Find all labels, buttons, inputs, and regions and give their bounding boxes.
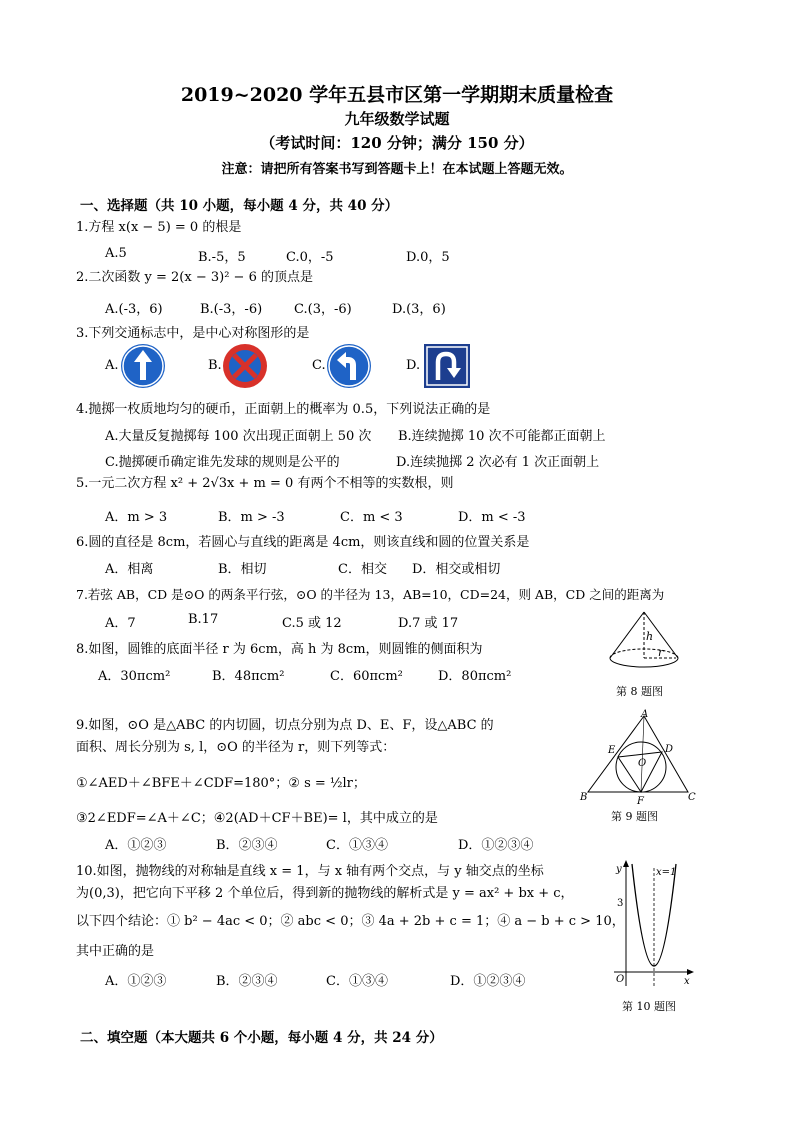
q9-label-b: B <box>580 792 588 803</box>
q10-label-x: x <box>684 976 690 987</box>
q4-option-d: D.连续抛掷 2 次必有 1 次正面朝上 <box>396 455 600 470</box>
exam-time-note: （考试时间：120 分钟；满分 150 分） <box>260 134 534 152</box>
q10-stem-line1: 10.如图，抛物线的对称轴是直线 x = 1，与 x 轴有两个交点，与 y 轴交点的坐标 <box>76 864 544 879</box>
q7-option-b: B.17 <box>188 612 219 627</box>
q7-option-d: D.7 或 17 <box>398 616 459 631</box>
q10-label-origin: O <box>616 974 625 985</box>
q2-option-c: C.(3，-6) <box>294 302 352 317</box>
q10-stem-line2: 为(0,3)，把它向下平移 2 个单位后，得到新的抛物线的解析式是 y = ax² + bx + c， <box>76 886 574 901</box>
q9-option-d: D．①②③④ <box>458 838 534 853</box>
q10-stem-line4: 其中正确的是 <box>76 944 155 959</box>
q6-stem: 6.圆的直径是 8cm，若圆心与直线的距离是 4cm，则该直线和圆的位置关系是 <box>76 535 530 550</box>
q4-stem: 4.抛掷一枚质地均匀的硬币，正面朝上的概率为 0.5，下列说法正确的是 <box>76 402 491 417</box>
q3-option-a: A. <box>105 358 119 373</box>
u-turn-sign-icon <box>424 344 470 392</box>
q8-option-a: A．30πcm² <box>98 669 171 684</box>
q8-option-d: D．80πcm² <box>438 669 512 684</box>
q9-label-o: O <box>638 758 647 769</box>
q9-label-a: A <box>641 709 649 720</box>
q10-option-a: A．①②③ <box>105 974 167 989</box>
q8-option-b: B．48πcm² <box>212 669 285 684</box>
q1-option-c: C.0，-5 <box>286 250 334 265</box>
q2-option-b: B.(-3，-6) <box>200 302 263 317</box>
q10-option-d: D．①②③④ <box>450 974 526 989</box>
q10-label-y: y <box>616 864 622 875</box>
q10-stem-line3: 以下四个结论：① b² − 4ac < 0；② abc < 0；③ 4a + 2b + c = 1；④ a − b + c > 10， <box>76 914 625 929</box>
q9-stem-line2: 面积、周长分别为 s, l，⊙O 的半径为 r，则下列等式： <box>76 740 396 755</box>
q6-option-b: B．相切 <box>218 562 267 577</box>
q6-option-d: D．相交或相切 <box>412 562 501 577</box>
q9-triangle-incircle-figure <box>578 708 696 808</box>
q7-option-c: C.5 或 12 <box>282 616 342 631</box>
q9-stem-line1: 9.如图，⊙O 是△ABC 的内切圆，切点分别为点 D、E、F，设△ABC 的 <box>76 718 494 733</box>
q9-label-d: D <box>665 744 674 755</box>
q10-label-axis: x=1 <box>656 867 677 878</box>
section-2-heading: 二、填空题（本大题共 6 个小题，每小题 4 分，共 24 分） <box>80 1030 443 1046</box>
q4-option-b: B.连续抛掷 10 次不可能都正面朝上 <box>398 429 606 444</box>
q5-option-c: C．m < 3 <box>340 510 403 525</box>
up-arrow-sign-icon <box>120 343 166 393</box>
q8-label-r: r <box>658 646 664 659</box>
section-1-heading: 一、选择题（共 10 小题，每小题 4 分，共 40 分） <box>80 198 399 214</box>
q8-cone-figure <box>604 610 686 676</box>
q9-label-e: E <box>608 745 616 756</box>
q9-stem-line3: ①∠AED＋∠BFE＋∠CDF=180°；② s = ½lr； <box>76 776 366 791</box>
exam-subtitle: 九年级数学试题 <box>344 110 450 128</box>
q10-parabola-figure <box>612 858 696 992</box>
q10-option-b: B．②③④ <box>216 974 278 989</box>
q5-option-a: A．m > 3 <box>105 510 168 525</box>
exam-notice: 注意：请把所有答案书写到答题卡上！在本试题上答题无效。 <box>221 162 573 177</box>
q3-stem: 3.下列交通标志中，是中心对称图形的是 <box>76 326 310 341</box>
q1-option-a: A.5 <box>105 246 127 261</box>
q9-caption: 第 9 题图 <box>611 810 658 823</box>
q5-stem: 5.一元二次方程 x² + 2√3x + m = 0 有两个不相等的实数根，则 <box>76 476 454 491</box>
q9-option-a: A．①②③ <box>105 838 167 853</box>
q10-option-c: C．①③④ <box>326 974 388 989</box>
q8-caption: 第 8 题图 <box>616 685 663 698</box>
q8-stem: 8.如图，圆锥的底面半径 r 为 6cm，高 h 为 8cm，则圆锥的侧面积为 <box>76 642 483 657</box>
q3-option-b: B. <box>208 358 222 373</box>
q7-option-a: A．7 <box>105 616 136 631</box>
q1-option-d: D.0，5 <box>406 250 450 265</box>
q5-option-d: D．m < -3 <box>458 510 526 525</box>
q6-option-a: A．相离 <box>105 562 154 577</box>
q8-label-h: h <box>646 630 654 643</box>
turn-left-sign-icon <box>326 343 372 393</box>
q3-option-d: D. <box>406 358 421 373</box>
q4-option-c: C.抛掷硬币确定谁先发球的规则是公平的 <box>105 455 340 470</box>
q1-stem: 1.方程 x(x − 5) = 0 的根是 <box>76 220 242 235</box>
no-parking-sign-icon <box>222 343 268 393</box>
q9-label-f: F <box>637 796 644 804</box>
q10-label-3: 3 <box>617 898 624 909</box>
q4-option-a: A.大量反复抛掷每 100 次出现正面朝上 50 次 <box>105 429 372 444</box>
q2-stem: 2.二次函数 y = 2(x − 3)² − 6 的顶点是 <box>76 270 313 285</box>
q9-option-b: B．②③④ <box>216 838 278 853</box>
q2-option-d: D.(3，6) <box>392 302 446 317</box>
q5-option-b: B．m > -3 <box>218 510 285 525</box>
q9-stem-line4: ③2∠EDF=∠A＋∠C；④2(AD＋CF＋BE)= l，其中成立的是 <box>76 811 438 826</box>
q6-option-c: C．相交 <box>338 562 387 577</box>
q2-option-a: A.(-3，6) <box>105 302 163 317</box>
q8-option-c: C．60πcm² <box>330 669 403 684</box>
q7-stem: 7.若弦 AB，CD 是⊙O 的两条平行弦，⊙O 的半径为 13，AB=10，CD=24，则 AB，CD 之间的距离为 <box>76 587 665 602</box>
q10-caption: 第 10 题图 <box>622 1000 676 1013</box>
q1-option-b: B.-5，5 <box>198 250 246 265</box>
q3-option-c: C. <box>312 358 326 373</box>
q9-option-c: C．①③④ <box>326 838 388 853</box>
q9-label-c: C <box>688 792 696 803</box>
exam-title: 2019~2020 学年五县市区第一学期期末质量检查 <box>180 84 614 106</box>
